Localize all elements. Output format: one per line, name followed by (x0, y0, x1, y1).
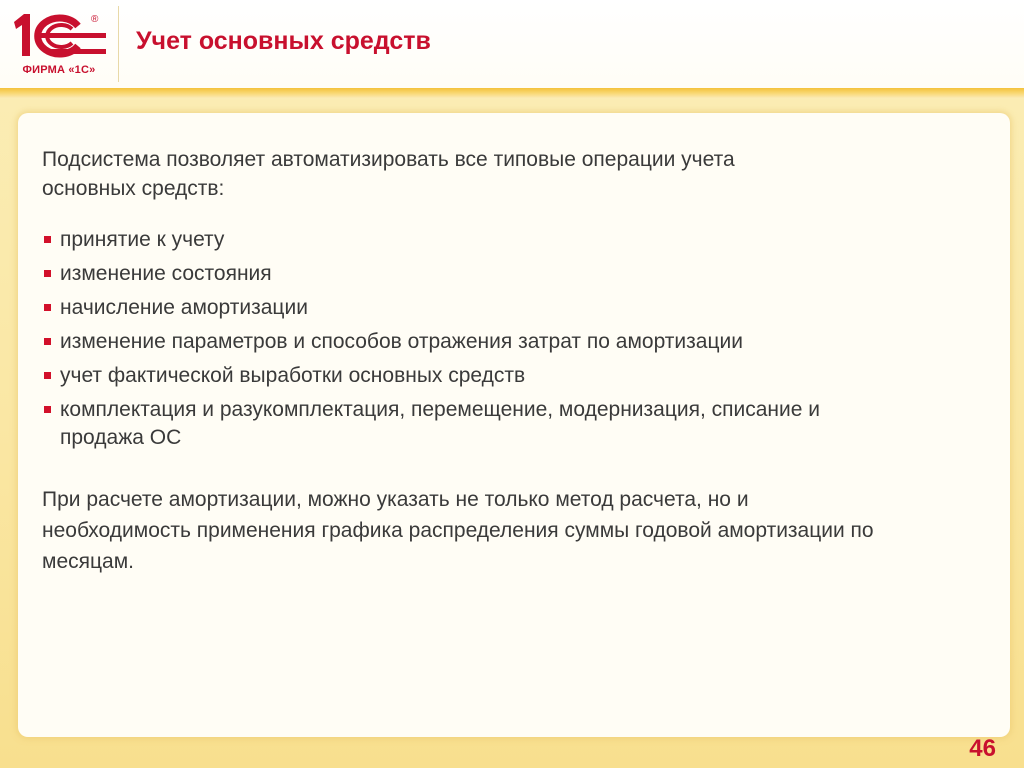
bullet-square-icon (44, 236, 51, 243)
list-item-text: принятие к учету (60, 228, 225, 251)
bullet-square-icon (44, 270, 51, 277)
1c-logo-icon (0, 0, 118, 64)
outro-paragraph: При расчете амортизации, можно указать не только метод расчета, но и необходимость применения графика распределения суммы годовой амортизации по месяцам. (42, 488, 874, 573)
feature-list (42, 226, 942, 458)
slide-number: 46 (969, 735, 996, 762)
registered-mark: ® (91, 14, 99, 25)
bullet-square-icon (44, 304, 51, 311)
header-accent-rule (0, 88, 1024, 98)
list-item-text: изменение параметров и способов отражения затрат по амортизации (60, 330, 743, 353)
list-item (42, 362, 942, 390)
logo-caption: ФИРМА «1С» (22, 64, 96, 76)
list-item (42, 396, 880, 452)
intro-paragraph: Подсистема позволяет автоматизировать все типовые операции учета основных средств: (42, 148, 735, 200)
list-item-text: изменение состояния (60, 262, 272, 285)
bullet-square-icon (44, 372, 51, 379)
list-item-text: начисление амортизации (60, 296, 308, 319)
company-logo (0, 0, 118, 88)
bullet-square-icon (44, 338, 51, 345)
header-divider (118, 6, 119, 82)
list-item (42, 226, 942, 254)
slide-header (0, 0, 1024, 88)
list-item-text: учет фактической выработки основных средств (60, 364, 526, 387)
page-title: Учет основных средств (136, 27, 431, 55)
list-item (42, 260, 942, 288)
list-item (42, 328, 942, 356)
bullet-square-icon (44, 406, 51, 413)
list-item-text: комплектация и разукомплектация, перемещение, модернизация, списание и продажа ОС (60, 398, 820, 449)
list-item (42, 294, 942, 322)
